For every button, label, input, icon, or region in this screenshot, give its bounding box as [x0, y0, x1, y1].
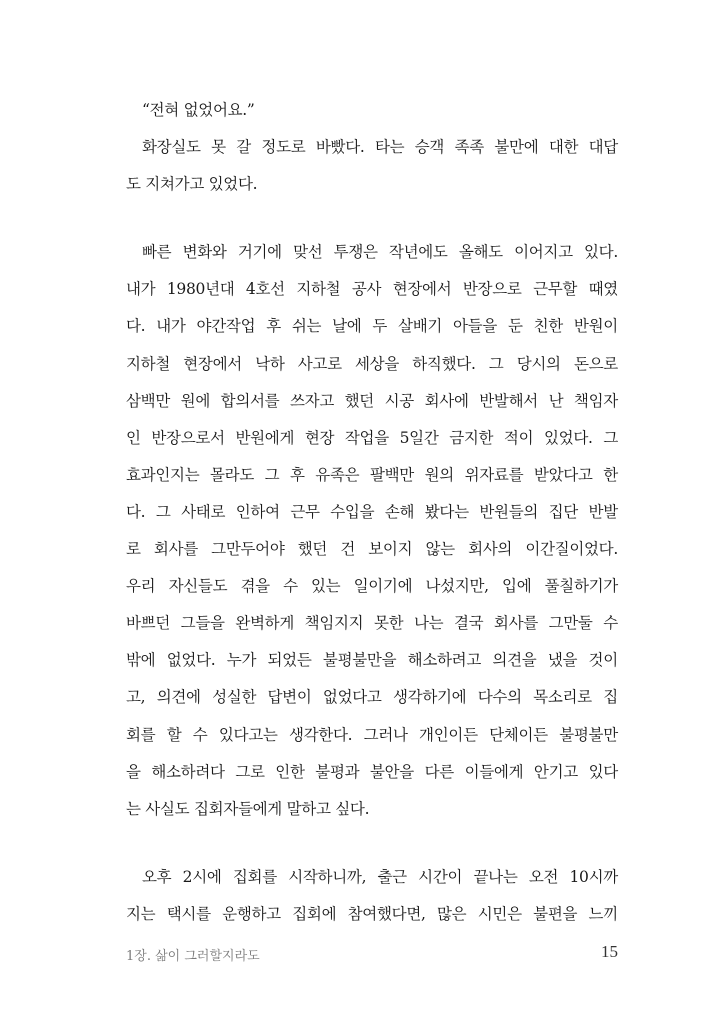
text-line: 삼백만 원에 합의서를 쓰자고 했던 시공 회사에 반발해서 난 책임자 — [126, 391, 618, 410]
text-line: 도 지쳐가고 있었다. — [126, 175, 258, 194]
text-line: 회를 할 수 있다고는 생각한다. 그러나 개인이든 단체이든 불평불만 — [126, 725, 618, 744]
text-line: 지하철 현장에서 낙하 사고로 세상을 하직했다. 그 당시의 돈으로 — [126, 354, 618, 373]
text-line: 밖에 없었다. 누가 되었든 불평불만을 해소하려고 의견을 냈을 것이 — [126, 651, 618, 670]
running-footer-chapter: 1장. 삶이 그러할지라도 — [126, 949, 260, 964]
text-line: 빠른 변화와 거기에 맞선 투쟁은 작년에도 올해도 이어지고 있다. — [142, 243, 618, 262]
text-line: 인 반장으로서 반원에게 현장 작업을 5일간 금지한 적이 있었다. 그 — [126, 428, 618, 447]
text-line: 바쁘던 그들을 완벽하게 책임지지 못한 나는 결국 회사를 그만둘 수 — [126, 614, 618, 633]
page-number: 15 — [601, 942, 618, 961]
text-line: 는 사실도 집회자들에게 말하고 싶다. — [126, 799, 370, 818]
text-line: 지는 택시를 운행하고 집회에 참여했다면, 많은 시민은 불편을 느끼 — [126, 904, 618, 923]
text-line: 을 해소하려다 그로 인한 불평과 불안을 다른 이들에게 안기고 있다 — [126, 762, 618, 781]
text-line: 오후 2시에 집회를 시작하니까, 출근 시간이 끝나는 오전 10시까 — [142, 867, 618, 886]
text-line: 화장실도 못 갈 정도로 바빴다. 타는 승객 족족 불만에 대한 대답 — [142, 138, 618, 157]
text-line: “전혀 없었어요.” — [142, 101, 255, 119]
text-line: 다. 내가 야간작업 후 쉬는 날에 두 살배기 아들을 둔 친한 반원이 — [126, 317, 618, 336]
text-line: 우리 자신들도 겪을 수 있는 일이기에 나섰지만, 입에 풀칠하기가 — [126, 577, 618, 596]
text-line: 고, 의견에 성실한 답변이 없었다고 생각하기에 다수의 목소리로 집 — [126, 688, 618, 707]
text-line: 효과인지는 몰라도 그 후 유족은 팔백만 원의 위자료를 받았다고 한 — [126, 465, 618, 484]
text-line: 로 회사를 그만두어야 했던 건 보이지 않는 회사의 이간질이었다. — [126, 540, 618, 559]
text-line: 내가 1980년대 4호선 지하철 공사 현장에서 반장으로 근무할 때였 — [126, 280, 618, 299]
text-line: 다. 그 사태로 인하여 근무 수입을 손해 봤다는 반원들의 집단 반발 — [126, 502, 618, 521]
body-text — [126, 92, 618, 933]
